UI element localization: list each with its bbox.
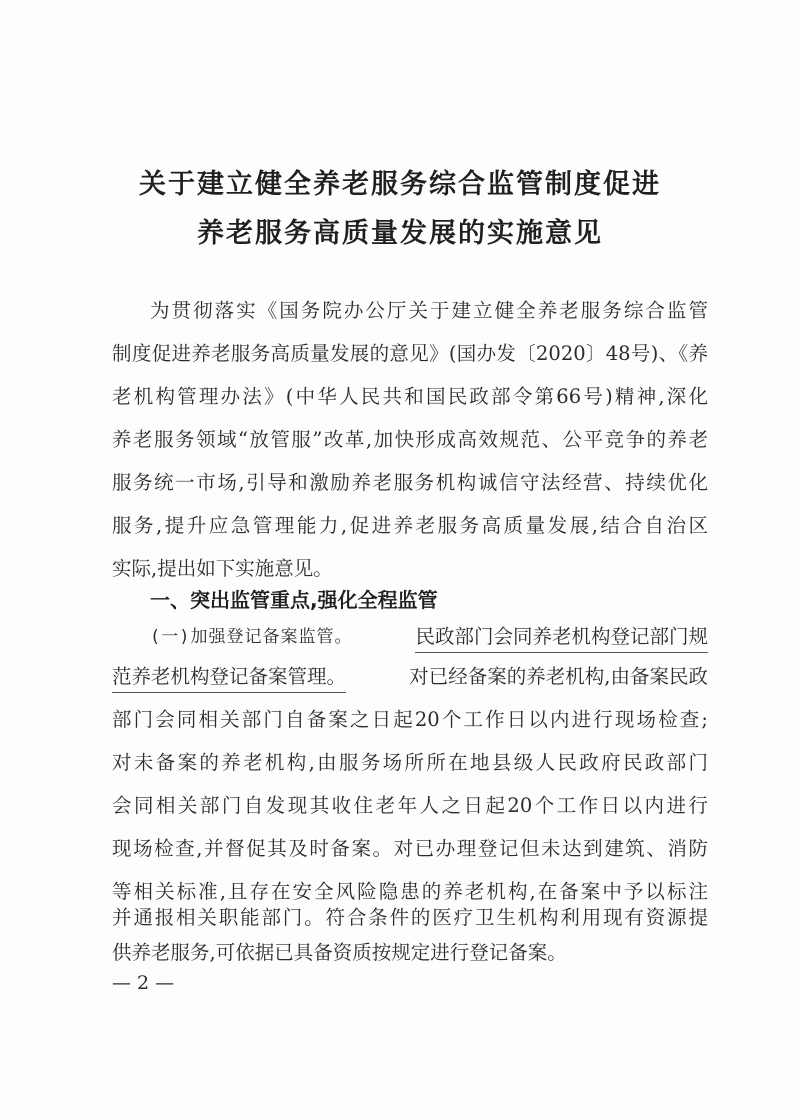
underlined-text-2: 范养老机构登记备案管理。 (112, 664, 346, 693)
intro-line-2: 制度促进养老服务高质量发展的意见》(国办发〔2020〕48号)、《养 (112, 342, 708, 365)
body-line-7: 等相关标准,且存在安全风险隐患的养老机构,在备案中予以标注 (112, 880, 708, 903)
body-line-8: 并通报相关职能部门。符合条件的医疗卫生机构利用现有资源提 (112, 906, 708, 929)
body-line-5: 会同相关部门自发现其收住老年人之日起20个工作日以内进行 (112, 794, 708, 817)
intro-line-5: 服务统一市场,引导和激励养老服务机构诚信守法经营、持续优化 (112, 471, 708, 494)
body-line-6: 现场检查,并督促其及时备案。对已办理登记但未达到建筑、消防 (112, 837, 708, 860)
document-title-line-2: 养老服务高质量发展的实施意见 (197, 218, 603, 249)
body-line-9: 供养老服务,可依据已具备资质按规定进行登记备案。 (112, 941, 567, 964)
subsection-1-line-1 (150, 624, 708, 653)
underlined-text-1: 民政部门会同养老机构登记部门规 (415, 624, 708, 653)
section-heading-1: 一、突出监管重点,强化全程监管 (150, 588, 438, 612)
intro-line-1: 为贯彻落实《国务院办公厅关于建立健全养老服务综合监管 (150, 299, 708, 322)
intro-line-3: 老机构管理办法》(中华人民共和国民政部令第66号)精神,深化 (112, 385, 708, 408)
body-line-2-rest: 对已经备案的养老机构,由备案民政 (409, 665, 708, 688)
body-line-2 (112, 664, 708, 693)
page-number: — 2 — (112, 972, 175, 994)
body-line-4: 对未备案的养老机构,由服务场所所在地县级人民政府民政部门 (112, 751, 708, 774)
intro-line-4: 养老服务领域“放管服”改革,加快形成高效规范、公平竞争的养老 (112, 428, 708, 451)
intro-line-7: 实际,提出如下实施意见。 (112, 557, 333, 580)
intro-line-6: 服务,提升应急管理能力,促进养老服务高质量发展,结合自治区 (112, 514, 708, 537)
subsection-1-title: (一)加强登记备案监管。 (150, 627, 353, 647)
document-title-line-1: 关于建立健全养老服务综合监管制度促进 (139, 169, 661, 200)
body-line-3: 部门会同相关部门自备案之日起20个工作日以内进行现场检查; (112, 708, 708, 731)
